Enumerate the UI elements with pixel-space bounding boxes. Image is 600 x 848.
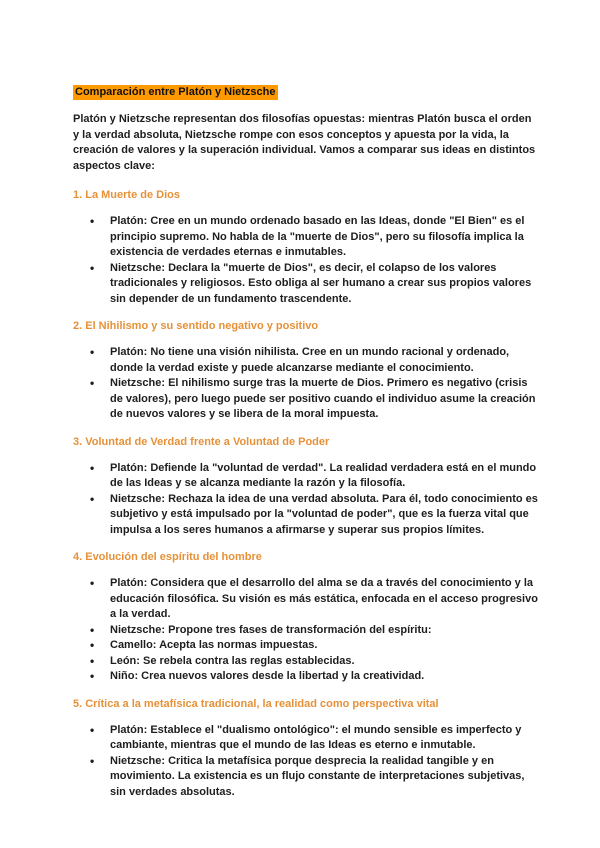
section-heading: 3. Voluntad de Verdad frente a Voluntad de Poder — [73, 435, 330, 448]
bullet-list — [73, 214, 540, 307]
section-heading: 5. Crítica a la metafísica tradicional, la realidad como perspectiva vital — [73, 697, 439, 710]
bullet-list — [73, 461, 540, 539]
section-3 — [73, 435, 540, 539]
list-item: • Nietzsche: Rechaza la idea de una verdad absoluta. Para él, todo conocimiento es subjetivo y está impulsado por la "voluntad de poder", que es la fuerza vital que impulsa a los seres humanos a afirmarse y superar sus propios límites. — [110, 492, 540, 539]
intro-paragraph: Platón y Nietzsche representan dos filosofías opuestas: mientras Platón busca el orden y la verdad absoluta, Nietzsche rompe con esos conceptos y apuesta por la vida, la creación de valores y la superación individual. Vamos a comparar sus ideas en distintos aspectos clave: — [73, 113, 536, 172]
section-heading: 4. Evolución del espíritu del hombre — [73, 551, 262, 563]
list-item: • Nietzsche: Declara la "muerte de Dios", es decir, el colapso de los valores tradicionales y religiosos. Esto obliga al ser humano a crear sus propios valores sin depender de un fundamento trascendente. — [110, 261, 540, 308]
list-item: • Camello: Acepta las normas impuestas. — [110, 638, 540, 654]
section-2 — [73, 319, 540, 423]
section-5 — [73, 697, 540, 801]
list-item: • Nietzsche: Critica la metafísica porque desprecia la realidad tangible y en movimiento. La existencia es un flujo constante de interpretaciones subjetivas, sin verdades absolutas. — [110, 754, 540, 801]
section-4 — [73, 550, 540, 685]
bullet-list — [73, 723, 540, 801]
section-heading: 1. La Muerte de Dios — [73, 189, 180, 201]
document-title: Comparación entre Platón y Nietzsche — [75, 86, 276, 98]
list-item: • Niño: Crea nuevos valores desde la libertad y la creatividad. — [110, 669, 540, 685]
bullet-list — [73, 576, 540, 685]
list-item: • Platón: Establece el "dualismo ontológico": el mundo sensible es imperfecto y cambiante, mientras que el mundo de las Ideas es eterno e inmutable. — [110, 723, 540, 754]
list-item: • Platón: Considera que el desarrollo del alma se da a través del conocimiento y la educación filosófica. Su visión es más estática, enfocada en el acceso progresivo a la verdad. — [110, 576, 540, 623]
list-item: • León: Se rebela contra las reglas establecidas. — [110, 654, 540, 670]
list-item: • Platón: No tiene una visión nihilista. Cree en un mundo racional y ordenado, donde la verdad existe y puede alcanzarse mediante el conocimiento. — [110, 345, 540, 376]
list-item: • Platón: Defiende la "voluntad de verdad". La realidad verdadera está en el mundo de las Ideas y se alcanza mediante la razón y la filosofía. — [110, 461, 540, 492]
list-item: • Nietzsche: El nihilismo surge tras la muerte de Dios. Primero es negativo (crisis de valores), pero luego puede ser positivo cuando el individuo asume la creación de nuevos valores y se libera de la moral impuesta. — [110, 376, 540, 423]
bullet-list — [73, 345, 540, 423]
list-item: • Nietzsche: Propone tres fases de transformación del espíritu: — [110, 623, 540, 639]
section-1 — [73, 188, 540, 307]
section-heading: 2. El Nihilismo y su sentido negativo y positivo — [73, 320, 319, 332]
list-item: • Platón: Cree en un mundo ordenado basado en las Ideas, donde "El Bien" es el principio supremo. No habla de la "muerte de Dios", pero su filosofía implica la existencia de verdades eternas e inmutables. — [110, 214, 540, 261]
